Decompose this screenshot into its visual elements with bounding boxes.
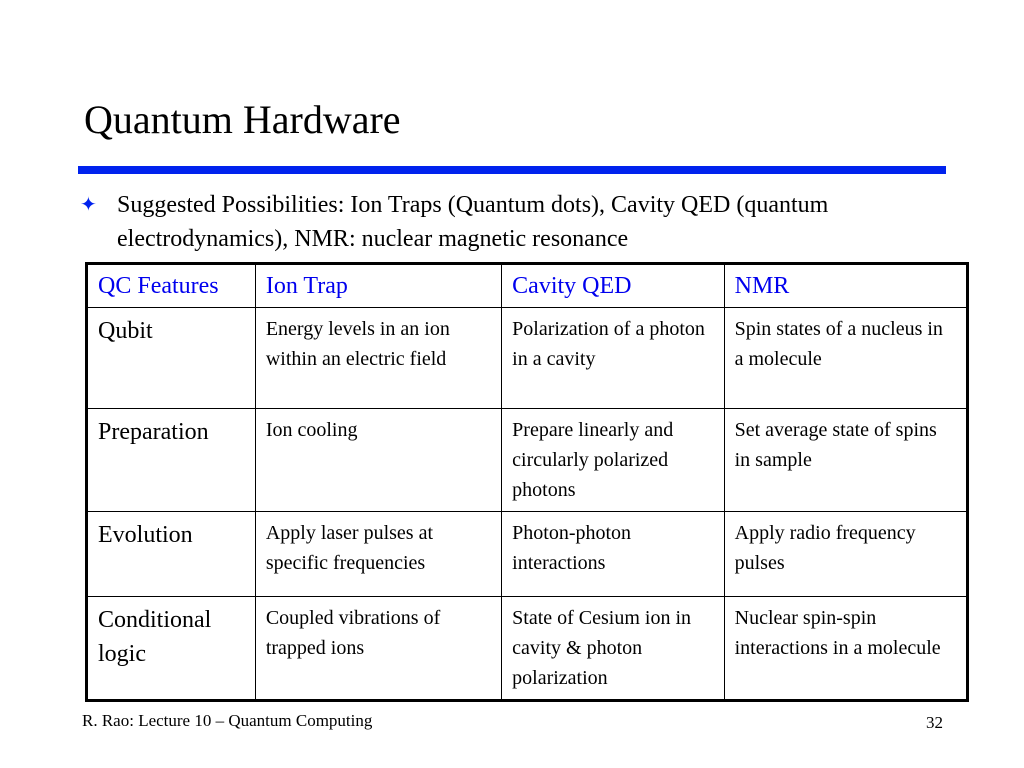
features-table [85, 262, 969, 702]
nmr-cell: Apply radio frequency pulses [724, 512, 967, 597]
four-point-star-icon: ✦ [80, 194, 97, 216]
table-header-row [87, 264, 968, 308]
table-row [87, 409, 968, 512]
cavity-qed-cell: State of Cesium ion in cavity & photon polarization [502, 597, 724, 701]
cavity-qed-cell: Prepare linearly and circularly polarized photons [502, 409, 724, 512]
feature-cell: Qubit [87, 308, 256, 409]
cavity-qed-cell: Photon-photon interactions [502, 512, 724, 597]
footer-text: R. Rao: Lecture 10 – Quantum Computing [82, 711, 373, 730]
feature-cell: Conditional logic [87, 597, 256, 701]
bullet-item [80, 188, 960, 256]
table-row [87, 308, 968, 409]
nmr-cell: Spin states of a nucleus in a molecule [724, 308, 967, 409]
feature-cell: Evolution [87, 512, 256, 597]
table-row [87, 597, 968, 701]
nmr-cell: Set average state of spins in sample [724, 409, 967, 512]
cavity-qed-cell: Polarization of a photon in a cavity [502, 308, 724, 409]
header-qc-features: QC Features [87, 264, 256, 308]
slide-title: Quantum Hardware [84, 97, 401, 142]
title-underline [78, 166, 946, 174]
nmr-cell: Nuclear spin-spin interactions in a molecule [724, 597, 967, 701]
ion-trap-cell: Energy levels in an ion within an electric field [255, 308, 501, 409]
header-cavity-qed: Cavity QED [502, 264, 724, 308]
ion-trap-cell: Apply laser pulses at specific frequencies [255, 512, 501, 597]
feature-cell: Preparation [87, 409, 256, 512]
header-ion-trap: Ion Trap [255, 264, 501, 308]
table-row [87, 512, 968, 597]
ion-trap-cell: Ion cooling [255, 409, 501, 512]
header-nmr: NMR [724, 264, 967, 308]
bullet-text: Suggested Possibilities: Ion Traps (Quantum dots), Cavity QED (quantum electrodynamics), NMR: nuclear magnetic resonance [117, 192, 829, 252]
ion-trap-cell: Coupled vibrations of trapped ions [255, 597, 501, 701]
page-number: 32 [926, 713, 943, 732]
